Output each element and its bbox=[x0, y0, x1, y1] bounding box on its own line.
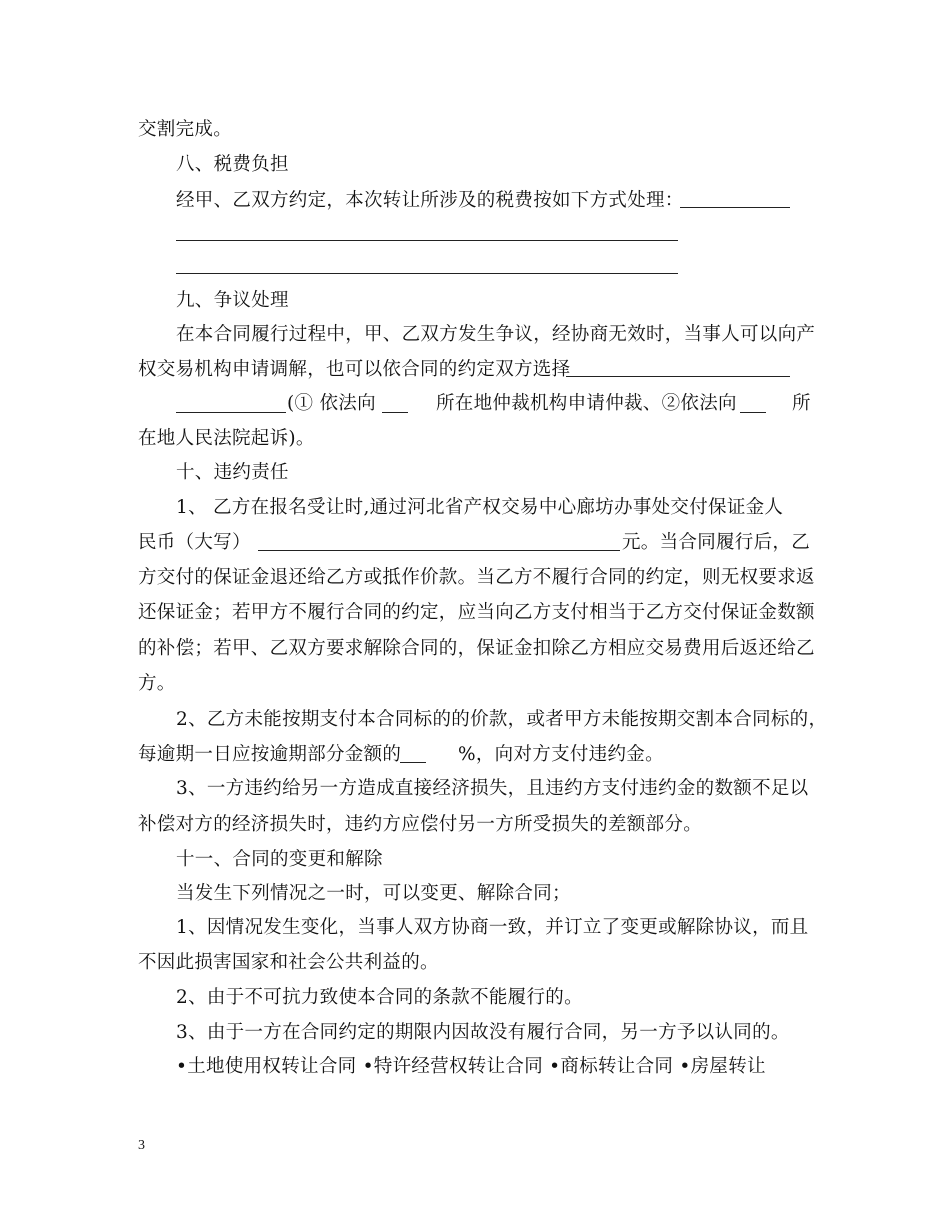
text-line: 不因此损害国家和社会公共利益的。 bbox=[138, 952, 439, 973]
blank-line bbox=[400, 762, 426, 763]
section-heading: 八、税费负担 bbox=[176, 154, 289, 175]
blank-line bbox=[176, 240, 678, 241]
text-line: 补偿对方的经济损失时，违约方应偿付另一方所受损失的差额部分。 bbox=[138, 814, 703, 835]
blank-line bbox=[680, 207, 790, 208]
blank-line bbox=[258, 550, 620, 551]
text-line: 2、由于不可抗力致使本合同的条款不能履行的。 bbox=[176, 987, 583, 1008]
text-line: %，向对方支付违约金。 bbox=[458, 744, 664, 765]
text-line: 交割完成。 bbox=[138, 119, 233, 140]
text-line: 3、由于一方在合同约定的期限内因故没有履行合同，另一方予以认同的。 bbox=[176, 1022, 790, 1043]
text-line: 在本合同履行过程中，甲、乙双方发生争议，经协商无效时，当事人可以向产 bbox=[176, 324, 816, 345]
section-heading: 九、争议处理 bbox=[176, 290, 289, 311]
text-line: 1、 乙方在报名受让时,通过河北省产权交易中心廊坊办事处交付保证金人 bbox=[176, 497, 784, 518]
text-line: 1、因情况发生变化，当事人双方协商一致，并订立了变更或解除协议，而且 bbox=[176, 917, 809, 938]
text-line: 的补偿；若甲、乙双方要求解除合同的，保证金扣除乙方相应交易费用后返还给乙 bbox=[138, 638, 815, 659]
text-line: 权交易机构申请调解，也可以依合同的约定双方选择 bbox=[138, 359, 571, 380]
text-line: 经甲、乙双方约定，本次转让所涉及的税费按如下方式处理： bbox=[176, 190, 684, 211]
text-line: 元。当合同履行后，乙 bbox=[622, 532, 811, 553]
section-heading: 十一、合同的变更和解除 bbox=[176, 849, 383, 870]
blank-line bbox=[566, 376, 790, 377]
text-line: 方交付的保证金退还给乙方或抵作价款。当乙方不履行合同的约定，则无权要求返 bbox=[138, 567, 815, 588]
text-line: 每逾期一日应按逾期部分金额的 bbox=[138, 744, 402, 765]
text-line: 还保证金；若甲方不履行合同的约定，应当向乙方支付相当于乙方交付保证金数额 bbox=[138, 602, 815, 623]
text-line: (① 依法向 bbox=[287, 393, 376, 414]
related-links[interactable]: •土地使用权转让合同 •特许经营权转让合同 •商标转让合同 •房屋转让 bbox=[176, 1056, 766, 1077]
blank-line bbox=[382, 412, 408, 413]
text-line: 3、一方违约给另一方造成直接经济损失，且违约方支付违约金的数额不足以 bbox=[176, 778, 809, 799]
blank-line bbox=[176, 412, 286, 413]
text-line: 方。 bbox=[138, 673, 176, 694]
blank-line bbox=[176, 273, 678, 274]
text-line: 当发生下列情况之一时，可以变更、解除合同； bbox=[176, 883, 571, 904]
section-heading: 十、违约责任 bbox=[176, 462, 289, 483]
text-line: 所 bbox=[792, 393, 811, 414]
page-number: 3 bbox=[138, 1138, 145, 1153]
blank-line bbox=[740, 412, 766, 413]
text-line: 所在地仲裁机构申请仲裁、②依法向 bbox=[436, 393, 737, 414]
text-line: 2、乙方未能按期支付本合同标的的价款，或者甲方未能按期交割本合同标的， bbox=[176, 709, 828, 730]
text-line: 在地人民法院起诉)。 bbox=[138, 428, 315, 449]
text-line: 民币（大写） bbox=[138, 532, 251, 553]
